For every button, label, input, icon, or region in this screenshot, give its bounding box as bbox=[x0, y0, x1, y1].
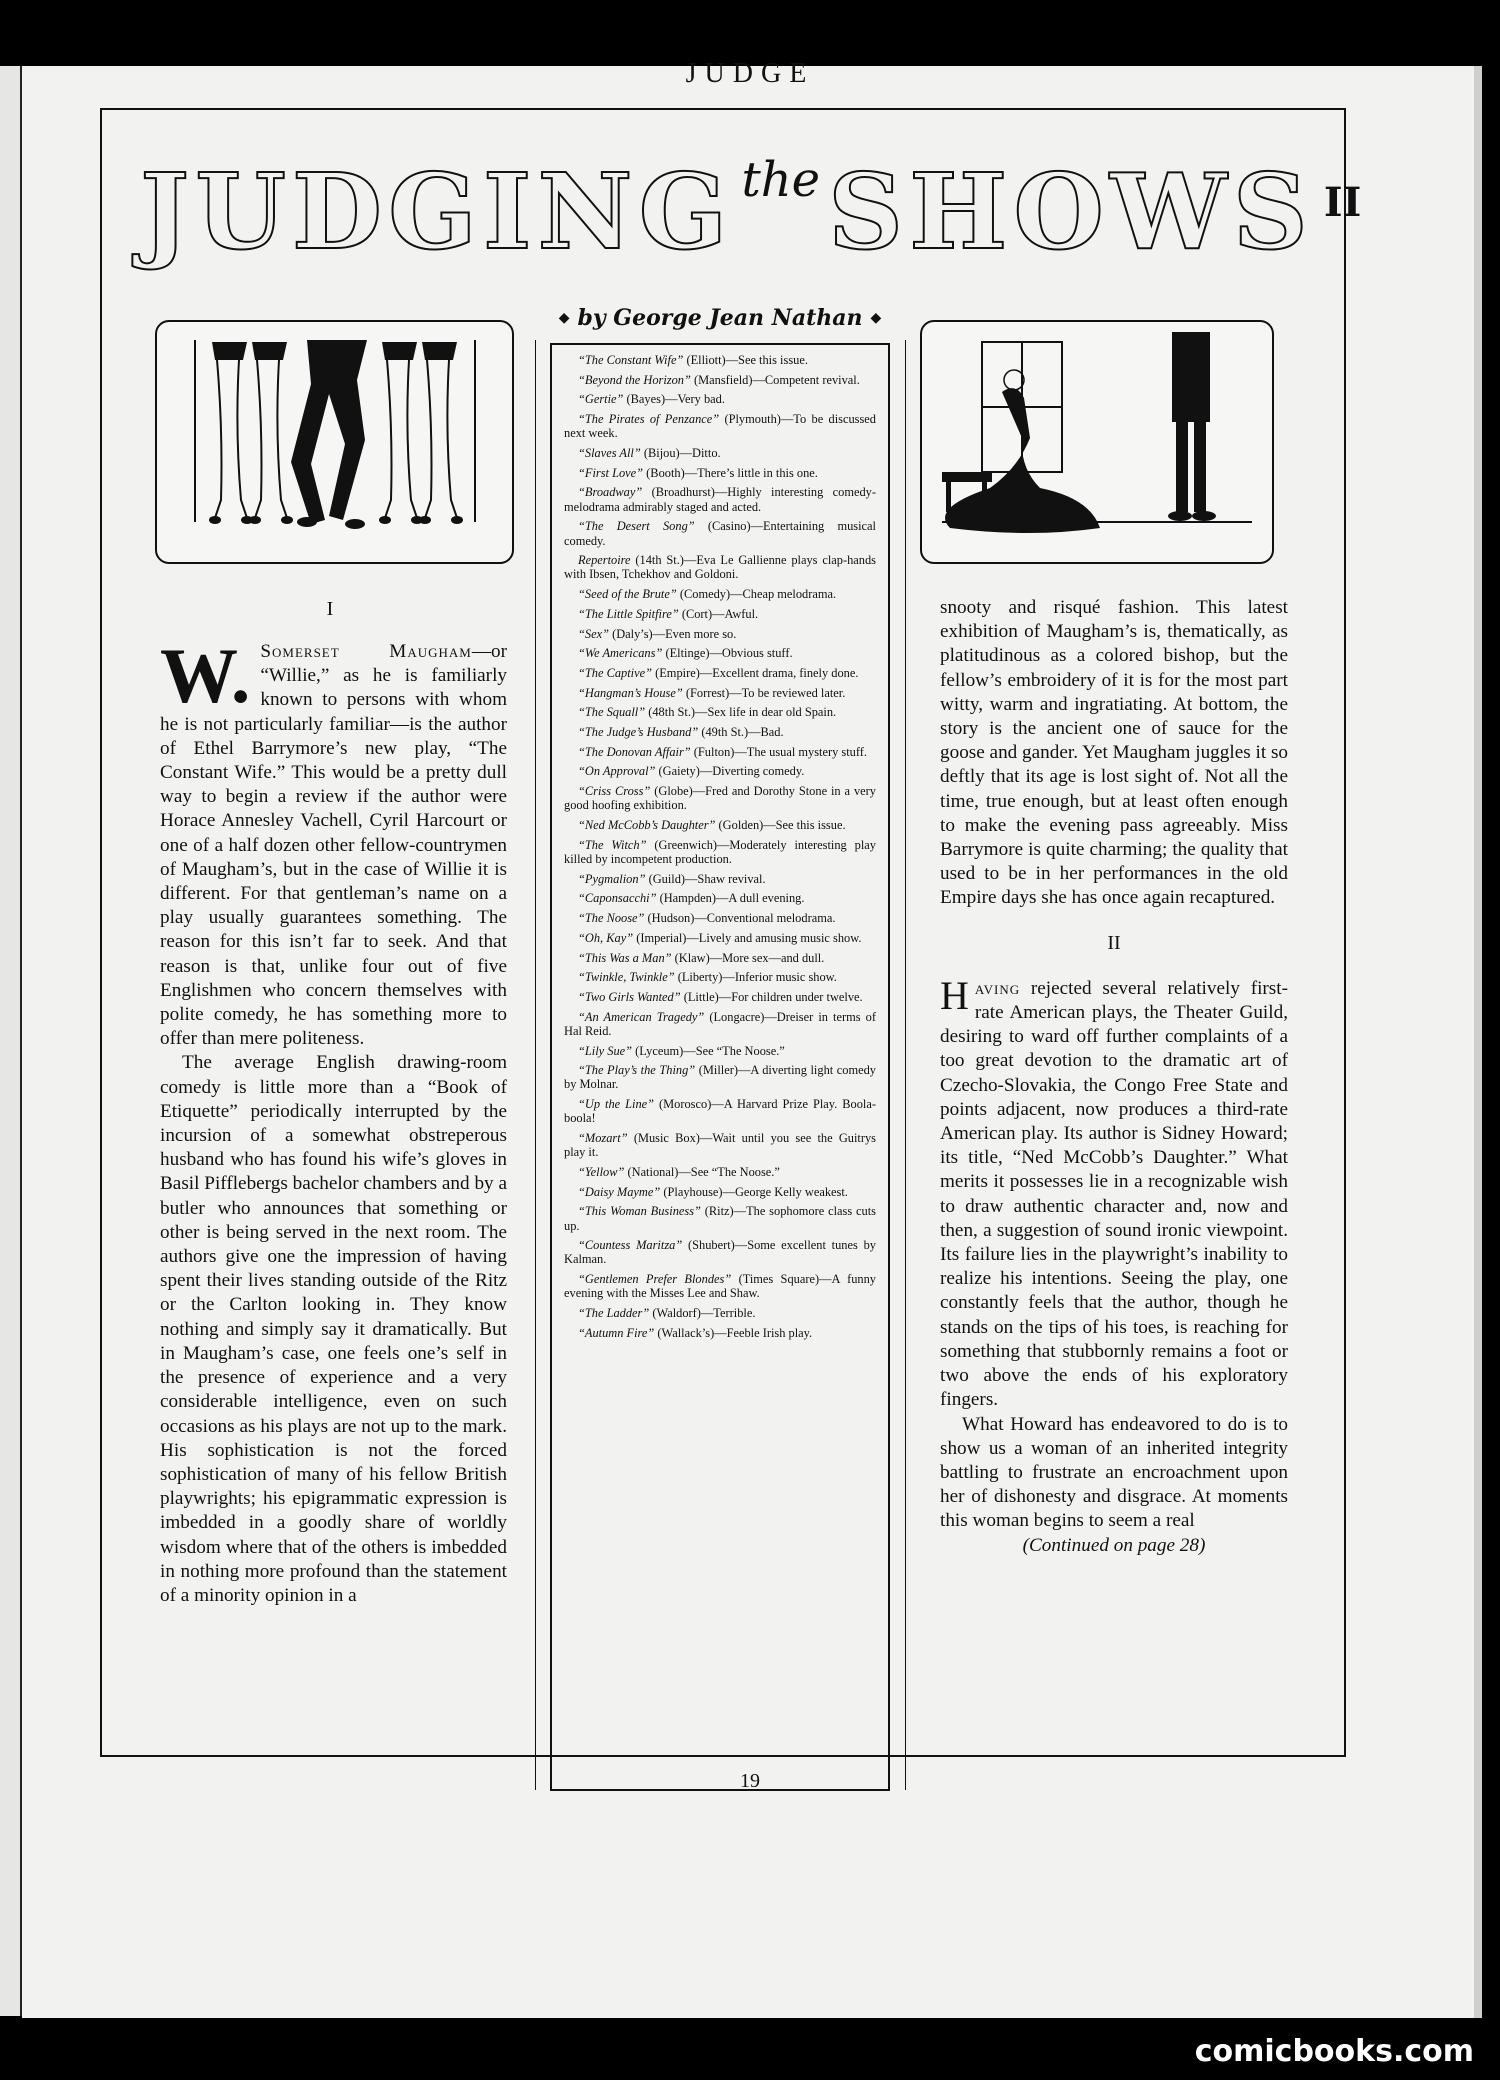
listing-item bbox=[564, 838, 876, 866]
listing-item bbox=[564, 1063, 876, 1091]
listing-title: “The Pirates of Penzance” bbox=[578, 412, 720, 427]
listing-description: (Klaw)—More sex—and dull. bbox=[671, 950, 825, 965]
listing-item bbox=[564, 1044, 876, 1058]
listing-description: (14th St.)—Eva Le Gallienne plays clap-hands with Ibsen, Tchekhov and Goldoni. bbox=[564, 553, 876, 582]
listing-description: (Broadhurst)—Highly interesting comedy-melodrama admirably staged and acted. bbox=[564, 485, 876, 514]
column-left bbox=[160, 632, 507, 1608]
listing-description: (49th St.)—Bad. bbox=[698, 725, 784, 740]
listing-title: “The Little Spitfire” bbox=[578, 606, 679, 621]
listing-item bbox=[564, 373, 876, 387]
listing-item bbox=[564, 931, 876, 945]
listing-description: (Wallack’s)—Feeble Irish play. bbox=[654, 1325, 813, 1340]
listing-item bbox=[564, 553, 876, 581]
listing-description: (Hampden)—A dull evening. bbox=[656, 891, 805, 906]
listing-item bbox=[564, 587, 876, 601]
page-number: 19 bbox=[740, 1770, 760, 1792]
listing-title: “The Squall” bbox=[578, 705, 646, 720]
listing-title: “The Donovan Affair” bbox=[578, 744, 691, 759]
col1-p1-text: —or “Willie,” as he is familiarly known to persons with whom he is not particularly familiar—is the author of Ethel Barrymore’s new play, “The Constant Wife.” This would be a pretty dull way to begin a review if the author were Horace Annesley Vachell, Cyril Harcourt or one of a half dozen other fellow-countrymen of Maugham’s, but in the case of Willie it is different. For that gentleman’s name on a play usually guarantees something. The reason for this isn’t far to seek. And that reason is that, unlike four out of five Englishmen who concern themselves with polite comedy, he has something more to offer than mere politeness. bbox=[160, 641, 507, 1050]
listing-description: (Elliott)—See this issue. bbox=[683, 353, 808, 367]
listing-item bbox=[564, 1238, 876, 1266]
listing-description: (Music Box)—Wait until you see the Guitrys play it. bbox=[564, 1131, 876, 1160]
listing-item bbox=[564, 911, 876, 925]
listing-title: “Criss Cross” bbox=[578, 784, 651, 799]
listing-item bbox=[564, 1326, 876, 1340]
listing-item bbox=[564, 607, 876, 621]
listing-title: “The Play’s the Thing” bbox=[578, 1063, 696, 1078]
listing-description: (Plymouth)—To be discussed next week. bbox=[564, 412, 876, 441]
col1-paragraph-2: The average English drawing-room comedy is little more than a “Book of Etiquette” periodically interrupted by the incursion of a somewhat obstreperous husband who has found his wife’s gloves in Basil Pifflebergs bachelor chambers and by a butler who announces that something or other is being served in the next room. The authors give one the impression of having spent their lives standing outside of the Ritz or the Carlton looking in. They know nothing and simply say it dramatically. But in Maugham’s case, one feels one’s self in the presence of experience and a very considerable intelligence, even on such occasions as his plays are not up to the mark. His sophistication is not the forced sophistication of many of his fellow British playwrights; his epigrammatic expression is imbedded in a goodly share of worldly wisdom where that of the others is imbedded in nothing more profound than the statement of a minority opinion in a bbox=[160, 1052, 507, 1606]
listing-description: (Morosco)—A Harvard Prize Play. Boola-boola! bbox=[564, 1097, 876, 1126]
listing-title: “This Woman Business” bbox=[578, 1204, 701, 1219]
listing-description: (Miller)—A diverting light comedy by Molnar. bbox=[564, 1063, 876, 1092]
listing-title: “Gentlemen Prefer Blondes” bbox=[578, 1272, 732, 1287]
illustration-drawing-room bbox=[920, 320, 1274, 564]
dropcap-w: W. bbox=[160, 632, 251, 719]
listing-description: (Waldorf)—Terrible. bbox=[649, 1306, 756, 1321]
listing-title: “We Americans” bbox=[578, 646, 663, 661]
col3-paragraph-1: snooty and risqué fashion. This latest exhibition of Maugham’s is, thematically, as platitudinous as a colored bishop, but the fellow’s embroidery of it is for the most part witty, warm and ingratiating. At bottom, the story is the ancient one of sauce for the goose and gander. Yet Maugham juggles it so deftly that its age is lost sight of. Not all the time, true enough, but at least often enough to make the evening pass agreeably. Miss Barrymore is quite charming; the quality that used to be in her performances in the old Empire days she has once again recaptured. bbox=[940, 597, 1289, 909]
listing-item bbox=[564, 1204, 876, 1232]
listing-title: “Oh, Kay” bbox=[578, 930, 634, 945]
listing-title: “Beyond the Horizon” bbox=[578, 372, 691, 387]
column-rule-left bbox=[535, 340, 536, 1790]
col3-p2-text: rejected several relatively first-rate American plays, the Theater Guild, desiring to ward off further complaints of a too great devotion to the dramatic art of Czecho-Slovakia, the Congo Free State and points adjacent, now produces a third-rate American play. Its author is Sidney Howard; its title, “Ned McCobb’s Daughter.” What merits it possesses lie in a recognizable wish to draw authentic character and, now and then, a suggestion of sound ironic viewpoint. Its failure lies in the playwright’s inability to realize his intentions. Seeing the play, one constantly feels that the author, though he stands on the tips of his toes, is reaching for something that stubbornly remains a foot or two above the ends of his exploratory fingers. bbox=[940, 977, 1288, 1411]
listing-item bbox=[564, 392, 876, 406]
listing-description: (Bijou)—Ditto. bbox=[640, 446, 721, 461]
listing-item bbox=[564, 1010, 876, 1038]
listing-title: “Up the Line” bbox=[578, 1097, 655, 1112]
show-listings bbox=[550, 343, 890, 1791]
article-title bbox=[140, 150, 1362, 273]
listing-description: (Eltinge)—Obvious stuff. bbox=[662, 646, 793, 661]
title-numeral: II bbox=[1323, 179, 1362, 226]
listing-title: Repertoire bbox=[578, 553, 631, 568]
listing-title: “Autumn Fire” bbox=[578, 1325, 655, 1340]
listing-title: “Ned McCobb’s Daughter” bbox=[578, 818, 716, 833]
listing-description: (Lyceum)—See “The Noose.” bbox=[632, 1043, 785, 1058]
listing-description: (Fulton)—The usual mystery stuff. bbox=[690, 744, 868, 759]
listing-description: (Imperial)—Lively and amusing music show. bbox=[633, 930, 862, 945]
col3-paragraph-3: What Howard has endeavored to do is to show us a woman of an inherited integrity battling to frustrate an encroachment upon her of dishonesty and disgrace. At moments this woman begins to seem a real bbox=[940, 1413, 1288, 1532]
listing-title: “The Witch” bbox=[578, 837, 647, 852]
listing-item bbox=[564, 818, 876, 832]
listing-item bbox=[564, 951, 876, 965]
listing-item bbox=[564, 725, 876, 739]
column-right bbox=[940, 596, 1288, 1558]
listing-description: (Gaiety)—Diverting comedy. bbox=[655, 764, 805, 779]
listing-item bbox=[564, 1306, 876, 1320]
listing-item bbox=[564, 1131, 876, 1159]
listing-description: (Comedy)—Cheap melodrama. bbox=[676, 587, 837, 602]
listing-item bbox=[564, 1272, 876, 1300]
listing-title: “First Love” bbox=[578, 465, 644, 480]
listing-title: “Countess Maritza” bbox=[578, 1238, 683, 1253]
listing-description: (Cort)—Awful. bbox=[678, 606, 759, 621]
listing-title: “Yellow” bbox=[578, 1164, 625, 1179]
listing-description: (48th St.)—Sex life in dear old Spain. bbox=[645, 705, 837, 720]
author-name: Somerset Maugham bbox=[260, 641, 472, 662]
listing-description: (Ritz)—The sophomore class cuts up. bbox=[564, 1204, 876, 1233]
listing-description: (Times Square)—A funny evening with the Misses Lee and Shaw. bbox=[564, 1272, 876, 1301]
listing-item bbox=[564, 1097, 876, 1125]
listing-description: (Mansfield)—Competent revival. bbox=[690, 372, 860, 387]
col3-smallcaps: aving bbox=[974, 977, 1021, 999]
continued-note: (Continued on page 28) bbox=[1022, 1534, 1206, 1556]
listing-title: “The Constant Wife” bbox=[578, 353, 684, 367]
listing-description: (Little)—For children under twelve. bbox=[680, 989, 863, 1004]
listing-item bbox=[564, 745, 876, 759]
page-edge bbox=[1474, 66, 1482, 2018]
listing-title: “An American Tragedy” bbox=[578, 1009, 705, 1024]
listing-title: “Seed of the Brute” bbox=[578, 587, 677, 602]
listing-title: “Slaves All” bbox=[578, 446, 641, 461]
listing-title: “The Captive” bbox=[578, 665, 653, 680]
listing-title: “Hangman’s House” bbox=[578, 685, 683, 700]
listing-item bbox=[564, 446, 876, 460]
listing-description: (Shubert)—Some excellent tunes by Kalman. bbox=[564, 1238, 876, 1267]
listing-title: “Sex” bbox=[578, 626, 609, 641]
listing-item bbox=[564, 466, 876, 480]
listing-description: (National)—See “The Noose.” bbox=[624, 1164, 780, 1179]
listing-item bbox=[564, 990, 876, 1004]
drawing-room-drawing bbox=[922, 322, 1272, 562]
listing-title: “The Noose” bbox=[578, 911, 645, 926]
listing-title: “This Was a Man” bbox=[578, 950, 672, 965]
listing-title: “The Judge’s Husband” bbox=[578, 725, 699, 740]
title-judging: JUDGING bbox=[140, 150, 734, 273]
listing-item bbox=[564, 891, 876, 905]
listing-item bbox=[564, 784, 876, 812]
listing-item bbox=[564, 666, 876, 680]
listing-title: “Caponsacchi” bbox=[578, 891, 657, 906]
listing-description: (Golden)—See this issue. bbox=[715, 818, 846, 833]
listing-item bbox=[564, 646, 876, 660]
listing-title: “Two Girls Wanted” bbox=[578, 989, 681, 1004]
binding-edge bbox=[0, 66, 22, 2016]
listing-title: “Broadway” bbox=[578, 485, 643, 500]
listing-title: “Pygmalion” bbox=[578, 871, 646, 886]
listing-description: (Casino)—Entertaining musical comedy. bbox=[564, 519, 876, 548]
listing-item bbox=[564, 705, 876, 719]
listing-description: (Hudson)—Conventional melodrama. bbox=[644, 911, 836, 926]
listing-item bbox=[564, 1165, 876, 1179]
listing-description: (Booth)—There’s little in this one. bbox=[643, 465, 818, 480]
title-the: the bbox=[741, 152, 821, 208]
listing-title: “On Approval” bbox=[578, 764, 656, 779]
section-number-one: I bbox=[326, 598, 334, 620]
listing-description: (Liberty)—Inferior music show. bbox=[674, 970, 837, 985]
listing-item bbox=[564, 485, 876, 513]
dropcap-h: H bbox=[940, 972, 969, 1018]
listing-title: “Gertie” bbox=[578, 392, 624, 407]
listing-title: “Twinkle, Twinkle” bbox=[578, 970, 675, 985]
byline: ◆ by George Jean Nathan ◆ bbox=[558, 305, 882, 331]
listing-description: (Bayes)—Very bad. bbox=[623, 392, 725, 407]
magazine-header: JUDGE bbox=[685, 58, 815, 89]
section-number-two: II bbox=[1107, 931, 1121, 954]
listing-title: “Lily Sue” bbox=[578, 1043, 633, 1058]
listing-item bbox=[564, 872, 876, 886]
col1-paragraph-1 bbox=[160, 632, 507, 1051]
listing-item bbox=[564, 353, 876, 367]
listing-item bbox=[564, 412, 876, 440]
listing-item bbox=[564, 1185, 876, 1199]
watermark: comicbooks.com bbox=[1194, 2034, 1474, 2069]
listing-item bbox=[564, 627, 876, 641]
listing-description: (Longacre)—Dreiser in terms of Hal Reid. bbox=[564, 1009, 876, 1038]
listing-description: (Daly’s)—Even more so. bbox=[608, 626, 737, 641]
listing-item bbox=[564, 764, 876, 778]
listing-title: “The Ladder” bbox=[578, 1306, 650, 1321]
listing-description: (Greenwich)—Moderately interesting play killed by incompetent production. bbox=[564, 837, 876, 866]
listing-description: (Empire)—Excellent drama, finely done. bbox=[652, 665, 859, 680]
listing-description: (Guild)—Shaw revival. bbox=[645, 871, 766, 886]
listing-title: “Daisy Mayme” bbox=[578, 1184, 661, 1199]
listing-item bbox=[564, 519, 876, 547]
chorus-line-drawing bbox=[157, 322, 512, 562]
col3-paragraph-2 bbox=[940, 972, 1288, 1413]
listing-title: “The Desert Song” bbox=[578, 519, 695, 534]
listing-item bbox=[564, 970, 876, 984]
listing-item bbox=[564, 686, 876, 700]
listing-description: (Forrest)—To be reviewed later. bbox=[682, 685, 846, 700]
illustration-chorus-line bbox=[155, 320, 514, 564]
column-rule-right bbox=[905, 340, 906, 1790]
byline-text: by George Jean Nathan bbox=[577, 305, 863, 331]
title-shows: SHOWS bbox=[828, 150, 1314, 273]
listing-title: “Mozart” bbox=[578, 1131, 628, 1146]
listing-description: (Playhouse)—George Kelly weakest. bbox=[660, 1184, 848, 1199]
listing-description: (Globe)—Fred and Dorothy Stone in a very good hoofing exhibition. bbox=[564, 784, 876, 813]
